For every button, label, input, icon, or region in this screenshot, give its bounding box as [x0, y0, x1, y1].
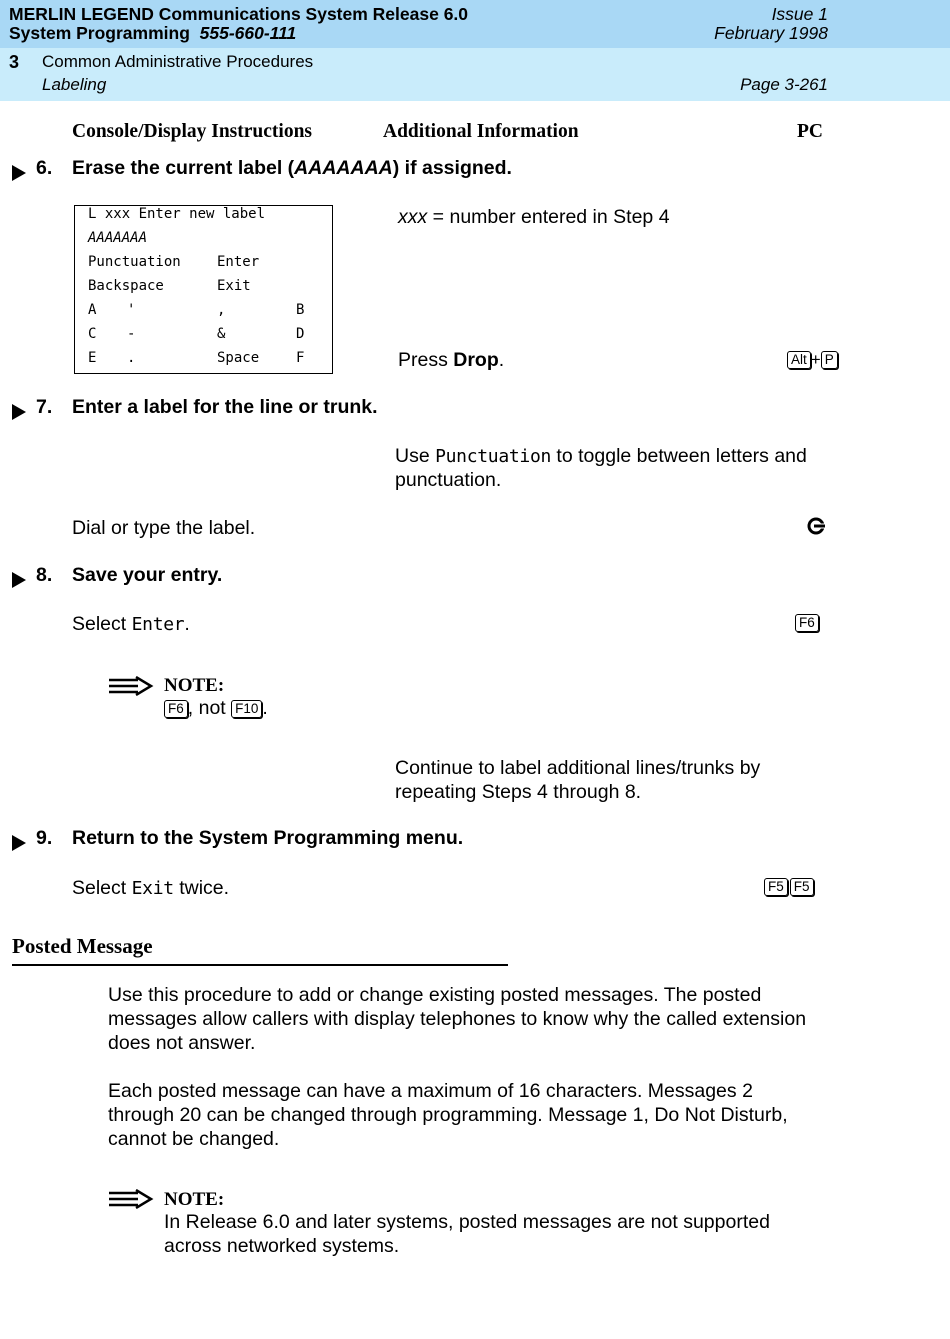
- posted-p2-line3: cannot be changed.: [108, 1128, 280, 1150]
- screen-punctuation: Punctuation: [88, 254, 181, 270]
- info-post: to toggle between letters and: [551, 445, 807, 467]
- screen-key: Space: [217, 350, 260, 366]
- step-9-number: 9.: [36, 827, 53, 849]
- screen-key: E: [88, 350, 97, 366]
- screen-key: B: [296, 302, 305, 318]
- posted-p2-line1: Each posted message can have a maximum of 16 characters. Messages 2: [108, 1080, 753, 1102]
- column-heading-additional: Additional Information: [383, 121, 579, 142]
- step-7-info-line1: [395, 444, 807, 469]
- step-6-title-pre: Erase the current label (: [72, 157, 295, 179]
- press-pre: Press: [398, 349, 454, 371]
- f6-key: F6: [795, 614, 819, 632]
- note-mid: , not: [187, 697, 232, 719]
- screen-key: .: [127, 350, 136, 366]
- screen-enter: Enter: [217, 254, 260, 270]
- screen-key: ': [127, 302, 136, 318]
- step-7-number: 7.: [36, 396, 53, 418]
- info-text: = number entered in Step 4: [427, 206, 670, 228]
- posted-p1-line2: messages allow callers with display telephones to know why the called extension: [108, 1008, 807, 1030]
- info-code: Punctuation: [435, 446, 552, 467]
- step-6-title: [72, 157, 512, 180]
- doc-number: 555-660-111: [199, 23, 297, 43]
- note-label: NOTE:: [164, 1189, 225, 1210]
- screen-key: -: [127, 326, 136, 342]
- posted-note-line2: across networked systems.: [164, 1235, 400, 1257]
- screen-key: C: [88, 326, 97, 342]
- step-arrow-icon: [12, 572, 26, 588]
- key-plus: +: [810, 350, 821, 369]
- select-exit: [72, 876, 229, 901]
- dial-icon: [806, 516, 826, 541]
- alt-p-keys: [787, 350, 838, 370]
- note-content: [164, 696, 268, 720]
- step-8-title: Save your entry.: [72, 564, 223, 586]
- p-key: P: [821, 351, 838, 369]
- chapter-number: 3: [9, 52, 20, 72]
- continue-line2: repeating Steps 4 through 8.: [395, 781, 642, 803]
- dial-instruction: Dial or type the label.: [72, 517, 256, 539]
- step-7-title: Enter a label for the line or trunk.: [72, 396, 378, 418]
- press-bold: Drop: [453, 349, 499, 371]
- press-end: .: [498, 349, 505, 371]
- info-variable: xxx: [398, 206, 428, 228]
- step-arrow-icon: [12, 835, 26, 851]
- screen-key: A: [88, 302, 97, 318]
- step-8-number: 8.: [36, 564, 53, 586]
- section-heading: Posted Message: [12, 934, 153, 958]
- note-end: .: [262, 697, 268, 719]
- column-heading-console: Console/Display Instructions: [72, 121, 312, 142]
- screen-exit: Exit: [217, 278, 251, 294]
- select-pre: Select: [72, 613, 132, 635]
- screen-line-2: AAAAAAA: [88, 230, 148, 246]
- f5-key: F5: [764, 878, 788, 896]
- f6-key: F6: [164, 700, 188, 718]
- posted-p2-line2: through 20 can be changed through programming. Message 1, Do Not Disturb,: [108, 1104, 788, 1126]
- page-number: Page 3-261: [740, 75, 828, 94]
- chapter-title: Common Administrative Procedures: [42, 52, 314, 71]
- screen-backspace: Backspace: [88, 278, 164, 294]
- screen-line-1: L xxx Enter new label: [88, 206, 266, 222]
- f5-key: F5: [790, 878, 814, 896]
- f10-key: F10: [231, 700, 262, 718]
- posted-p1-line1: Use this procedure to add or change existing posted messages. The posted: [108, 984, 762, 1006]
- continue-line1: Continue to label additional lines/trunks by: [395, 757, 761, 779]
- step-arrow-icon: [12, 165, 26, 181]
- step-arrow-icon: [12, 404, 26, 420]
- select-pre: Select: [72, 877, 132, 899]
- screen-key: &: [217, 326, 226, 342]
- step-7-info-line2: punctuation.: [395, 469, 502, 491]
- note-arrow-icon: [108, 1189, 154, 1214]
- select-code: Exit: [131, 878, 174, 899]
- note-label: NOTE:: [164, 675, 225, 696]
- press-drop-text: [398, 348, 504, 372]
- step-9-title: Return to the System Programming menu.: [72, 827, 464, 849]
- step-6-number: 6.: [36, 157, 53, 179]
- step-6-title-post: ) if assigned.: [392, 157, 512, 179]
- screen-key: D: [296, 326, 305, 342]
- issue: Issue 1: [771, 4, 828, 24]
- posted-p1-line3: does not answer.: [108, 1032, 256, 1054]
- select-post: twice.: [173, 877, 230, 899]
- select-post: .: [184, 613, 190, 635]
- doc-subtitle: [9, 24, 296, 43]
- step-6-title-code: AAAAAAA: [294, 157, 393, 179]
- step-6-info: [398, 205, 670, 229]
- section-title: Labeling: [42, 75, 107, 94]
- section-rule: [12, 964, 508, 966]
- alt-key: Alt: [787, 351, 811, 369]
- screen-key: F: [296, 350, 305, 366]
- date: February 1998: [714, 23, 828, 43]
- note-arrow-icon: [108, 676, 154, 701]
- screen-key: ,: [217, 302, 226, 318]
- doc-subtitle-text: System Programming: [9, 23, 190, 43]
- select-code: Enter: [131, 614, 185, 635]
- posted-note-line1: In Release 6.0 and later systems, posted messages are not supported: [164, 1211, 770, 1233]
- select-enter: [72, 612, 190, 637]
- f5-keys: [764, 878, 814, 896]
- f6-key-group: [795, 614, 819, 632]
- info-pre: Use: [395, 445, 436, 467]
- column-heading-pc: PC: [797, 121, 823, 142]
- display-screen: [74, 205, 333, 374]
- doc-title: MERLIN LEGEND Communications System Release 6.0: [9, 4, 469, 24]
